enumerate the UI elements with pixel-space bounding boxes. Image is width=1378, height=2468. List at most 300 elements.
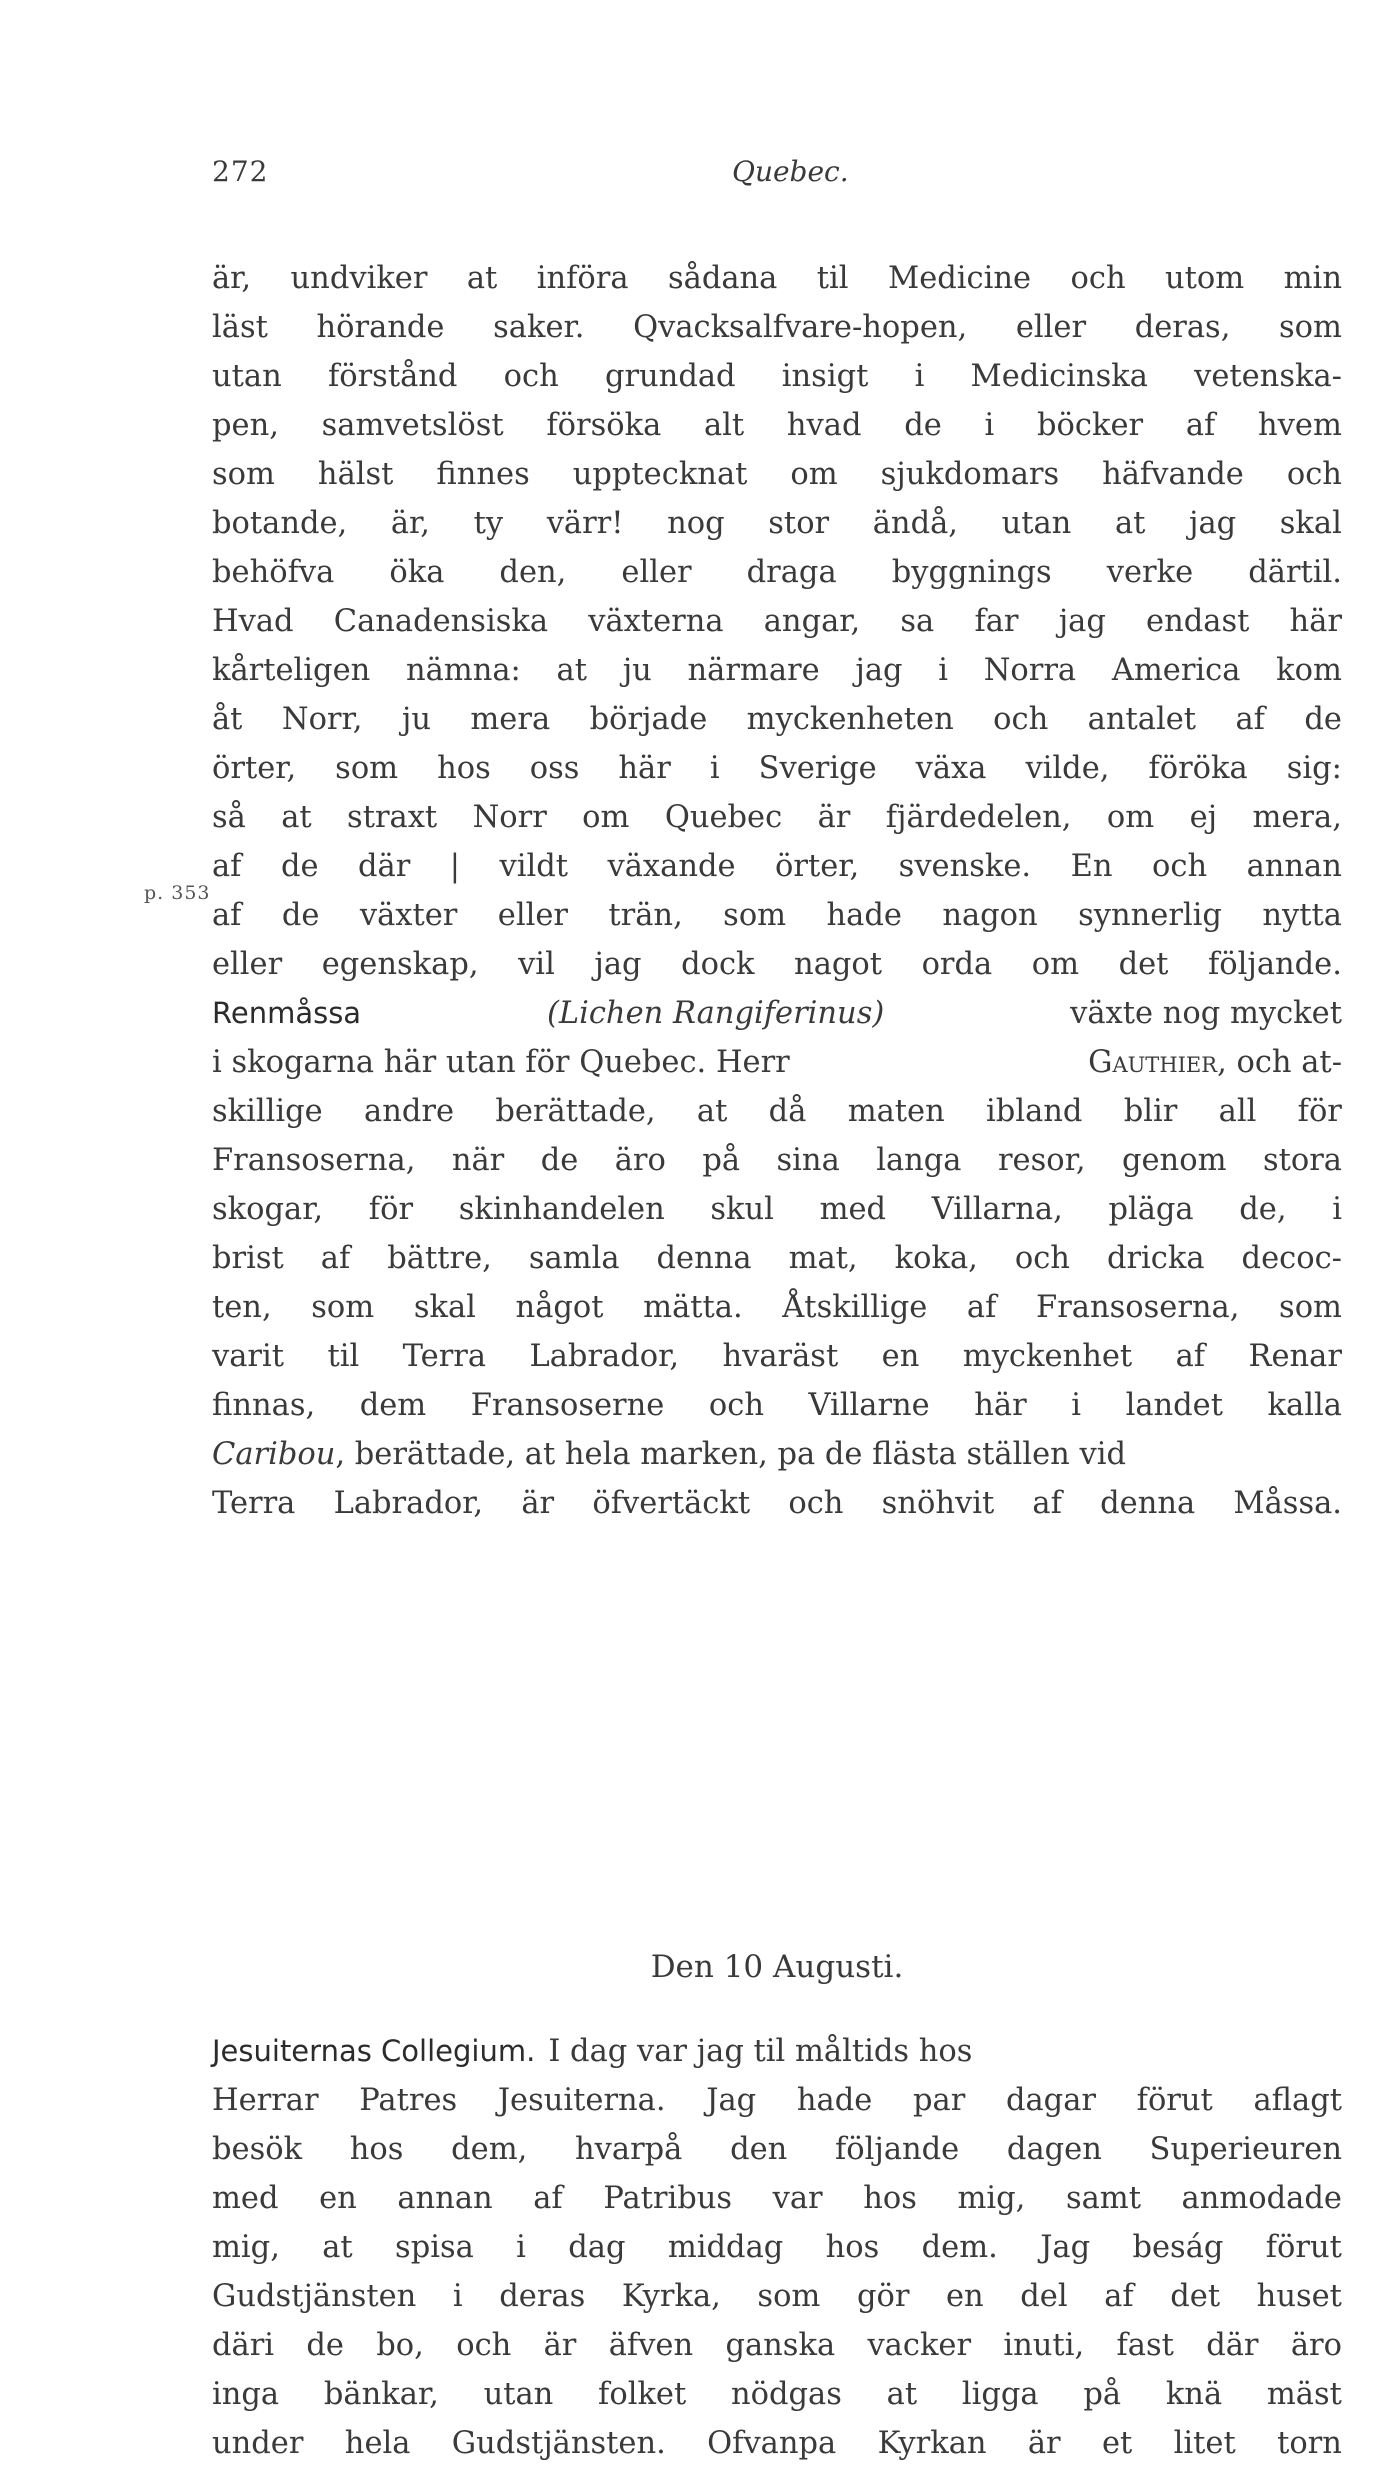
word: skillige	[212, 1094, 323, 1129]
body-text	[212, 254, 1342, 2461]
word: Patres	[359, 2083, 458, 2118]
word: eller	[621, 555, 692, 590]
text-line	[212, 1234, 1342, 1283]
word: är	[543, 2328, 577, 2363]
word: i	[914, 359, 925, 394]
word: fast	[1116, 2328, 1174, 2363]
word: den	[730, 2132, 788, 2167]
word: på	[702, 1143, 741, 1178]
word: af	[212, 898, 242, 933]
word: snöhvit	[881, 1486, 995, 1521]
word: Fransoserna,	[1036, 1290, 1240, 1325]
word: däri	[212, 2328, 275, 2363]
word: hvad	[786, 408, 862, 443]
word: äfven	[608, 2328, 694, 2363]
text-line	[212, 646, 1342, 695]
word: aflagt	[1253, 2083, 1342, 2118]
word: om	[582, 800, 630, 835]
word: eller	[497, 898, 568, 933]
word: synnerlig	[1078, 898, 1222, 933]
word: all	[1218, 1094, 1257, 1129]
word: är,	[390, 506, 430, 541]
text-line	[212, 450, 1342, 499]
word: hörande	[316, 310, 445, 345]
word: |	[449, 849, 461, 884]
word: middag	[667, 2230, 784, 2265]
word: som	[212, 457, 275, 492]
text-line	[212, 2419, 1342, 2468]
word: at	[696, 1094, 728, 1129]
word: närmare	[687, 653, 820, 688]
word: far	[974, 604, 1019, 639]
word: Norra	[983, 653, 1077, 688]
jesuit-section	[212, 2027, 1342, 2468]
word: för	[368, 1192, 414, 1227]
word: decoc-	[1241, 1241, 1342, 1276]
text-line	[212, 940, 1342, 989]
text-line	[212, 352, 1342, 401]
word: som	[1279, 1290, 1342, 1325]
word: et	[1101, 2426, 1133, 2461]
word: förut	[1265, 2230, 1342, 2265]
word: pen,	[212, 408, 279, 443]
text-line	[212, 254, 1342, 303]
word: är	[817, 800, 851, 835]
word: antalet	[1087, 702, 1197, 737]
word: finnes	[436, 457, 530, 492]
word: upptecknat	[572, 457, 748, 492]
word: växterna	[588, 604, 724, 639]
text-fragment: i skogarna här utan för Quebec. Herr	[212, 1045, 790, 1080]
word: maten	[847, 1094, 945, 1129]
word: insigt	[781, 359, 869, 394]
word: i	[709, 751, 720, 786]
word: utan	[1001, 506, 1072, 541]
word: Quebec	[664, 800, 783, 835]
word: denna	[1100, 1486, 1196, 1521]
word: brist	[212, 1241, 284, 1276]
word: hos	[437, 751, 491, 786]
text-line	[212, 1332, 1342, 1381]
page-number: 272	[212, 155, 269, 188]
word: mätta.	[643, 1290, 743, 1325]
word: Sverige	[758, 751, 877, 786]
word: Gudstjänsten	[212, 2279, 417, 2314]
word: kom	[1276, 653, 1342, 688]
word: hos	[863, 2181, 917, 2216]
word: af	[1032, 1486, 1062, 1521]
word: koka,	[894, 1241, 978, 1276]
word: par	[912, 2083, 966, 2118]
word: när	[451, 1143, 505, 1178]
word: Fransoserna,	[212, 1143, 416, 1178]
word: de	[540, 1143, 579, 1178]
word: orda	[921, 947, 993, 982]
word: genom	[1121, 1143, 1227, 1178]
word: Ofvanpa	[707, 2426, 837, 2461]
word: hos	[825, 2230, 880, 2265]
word: dem	[359, 1388, 427, 1423]
word: byggnings	[891, 555, 1052, 590]
word: då	[768, 1094, 807, 1129]
word: ty	[473, 506, 504, 541]
word: min	[1283, 261, 1342, 296]
word: utan	[483, 2377, 554, 2412]
word: i	[984, 408, 995, 443]
word: vildt	[499, 849, 569, 884]
text-line	[212, 891, 1342, 940]
word: kårteligen	[212, 653, 371, 688]
word: och	[456, 2328, 512, 2363]
word: skogar,	[212, 1192, 324, 1227]
word: straxt	[347, 800, 438, 835]
word: af	[533, 2181, 563, 2216]
word: af	[966, 1290, 997, 1325]
word: af	[1104, 2279, 1134, 2314]
word: öka	[389, 555, 445, 590]
word: torn	[1277, 2426, 1342, 2461]
word: samvetslöst	[321, 408, 504, 443]
word: ändå,	[872, 506, 958, 541]
word: Norr	[472, 800, 547, 835]
word: och	[1152, 849, 1208, 884]
word: Herrar	[212, 2083, 319, 2118]
word: beság	[1132, 2230, 1224, 2265]
word: det	[1170, 2279, 1221, 2314]
word: en	[319, 2181, 357, 2216]
word: stora	[1262, 1143, 1342, 1178]
word: jag	[1058, 604, 1106, 639]
word: ibland	[986, 1094, 1083, 1129]
word: America	[1111, 653, 1241, 688]
word: Kyrkan	[877, 2426, 987, 2461]
word: och	[788, 1486, 844, 1521]
word: och	[1014, 1241, 1070, 1276]
word: värr!	[546, 506, 624, 541]
word: hvaräst	[722, 1339, 839, 1374]
word: mat,	[788, 1241, 858, 1276]
word: införa	[536, 261, 629, 296]
word: öfvertäckt	[592, 1486, 751, 1521]
person-name: Gauthier	[1088, 1045, 1218, 1080]
word: samt	[1065, 2181, 1141, 2216]
word: samla	[528, 1241, 620, 1276]
word: Måssa.	[1233, 1486, 1342, 1521]
caribou-term: Caribou	[212, 1437, 336, 1472]
word: ten,	[212, 1290, 272, 1325]
word: Åtskillige	[782, 1290, 928, 1325]
word: växter	[359, 898, 458, 933]
word: vacker	[867, 2328, 972, 2363]
word: hela	[344, 2426, 411, 2461]
text-line	[212, 2223, 1342, 2272]
text-line	[212, 2076, 1342, 2125]
word: de	[1304, 702, 1342, 737]
latin-name: (Lichen Rangiferinus)	[546, 996, 885, 1031]
word: de,	[1239, 1192, 1287, 1227]
margin-page-reference: p. 353	[144, 882, 211, 904]
word: bättre,	[387, 1241, 492, 1276]
word: en	[881, 1339, 920, 1374]
word: at	[886, 2377, 918, 2412]
word: i	[452, 2279, 463, 2314]
text-line	[212, 1381, 1342, 1430]
word: del	[1020, 2279, 1068, 2314]
word: och	[708, 1388, 764, 1423]
word: om	[1106, 800, 1155, 835]
text-fragment: I dag var jag til måltids hos	[548, 2034, 973, 2069]
word: dagen	[1006, 2132, 1102, 2167]
word: grundad	[604, 359, 736, 394]
word: stor	[768, 506, 830, 541]
word: följande.	[1207, 947, 1342, 982]
word: til	[816, 261, 849, 296]
word: för	[1297, 1094, 1342, 1129]
word: inuti,	[1003, 2328, 1085, 2363]
word: ju	[622, 653, 652, 688]
word: pläga	[1108, 1192, 1194, 1227]
word: därtil.	[1248, 555, 1342, 590]
word: verke	[1106, 555, 1194, 590]
word: hade	[796, 2083, 873, 2118]
word: är	[521, 1486, 555, 1521]
word: här	[1289, 604, 1342, 639]
word: En	[1070, 849, 1113, 884]
word: Fransoserne	[470, 1388, 665, 1423]
word: knä	[1165, 2377, 1223, 2412]
word: berättade,	[495, 1094, 656, 1129]
text-line	[212, 1185, 1342, 1234]
word: deras,	[1134, 310, 1231, 345]
word: mäst	[1266, 2377, 1342, 2412]
word: folket	[598, 2377, 687, 2412]
word: bo,	[376, 2328, 424, 2363]
word: böcker	[1037, 408, 1144, 443]
word: nämna:	[405, 653, 521, 688]
word: skal	[1279, 506, 1342, 541]
word: Medicinska	[970, 359, 1148, 394]
word: Canadensiska	[333, 604, 549, 639]
word: svenske.	[898, 849, 1032, 884]
word: jag	[594, 947, 642, 982]
text-line	[212, 1136, 1342, 1185]
word: det	[1118, 947, 1169, 982]
word: jag	[855, 653, 903, 688]
word: en	[945, 2279, 984, 2314]
word: bänkar,	[323, 2377, 439, 2412]
word: något	[515, 1290, 604, 1325]
word: sina	[776, 1143, 840, 1178]
word: at	[322, 2230, 353, 2265]
word: mig,	[212, 2230, 280, 2265]
word: langa	[876, 1143, 962, 1178]
word: dricka	[1106, 1241, 1205, 1276]
word: äro	[614, 1143, 666, 1178]
word: draga	[746, 555, 837, 590]
word: där	[1206, 2328, 1259, 2363]
word: började	[589, 702, 708, 737]
word: af	[1175, 1339, 1206, 1374]
text-line	[212, 401, 1342, 450]
word: sig:	[1286, 751, 1342, 786]
word: var	[772, 2181, 823, 2216]
word: Norr,	[281, 702, 363, 737]
word: växa	[915, 751, 987, 786]
text-line	[212, 744, 1342, 793]
word: den,	[499, 555, 567, 590]
text-line	[212, 2174, 1342, 2223]
word: som	[311, 1290, 375, 1325]
word: nytta	[1262, 898, 1342, 933]
word: mig,	[957, 2181, 1026, 2216]
word: af	[1235, 702, 1265, 737]
text-line	[212, 1479, 1342, 1528]
word: fjärdedelen,	[885, 800, 1072, 835]
word: läst	[212, 310, 268, 345]
word: på	[1083, 2377, 1122, 2412]
word: resor,	[997, 1143, 1086, 1178]
word: som	[723, 898, 787, 933]
word: til	[327, 1339, 360, 1374]
word: Kyrka,	[621, 2279, 721, 2314]
word: dagar	[1005, 2083, 1096, 2118]
text-line	[212, 1283, 1342, 1332]
word: anmodade	[1181, 2181, 1342, 2216]
running-title: Quebec.	[732, 155, 849, 188]
word: Superieuren	[1149, 2132, 1342, 2167]
word: Jag	[706, 2083, 757, 2118]
word: om	[1031, 947, 1080, 982]
text-line	[212, 1038, 1342, 1087]
word: alt	[703, 408, 745, 443]
sidenote-jesuiternas-collegium: Jesuiternas Collegium.	[212, 2034, 536, 2068]
word: saker.	[493, 310, 585, 345]
word: besök	[212, 2132, 303, 2167]
word: föröka	[1148, 751, 1248, 786]
word: af	[212, 849, 242, 884]
word: oss	[529, 751, 580, 786]
word: mera,	[1252, 800, 1342, 835]
word: under	[212, 2426, 304, 2461]
word: häfvande	[1102, 457, 1244, 492]
word: där	[358, 849, 411, 884]
word: nagon	[942, 898, 1038, 933]
word: varit	[212, 1339, 285, 1374]
word: annan	[1246, 849, 1342, 884]
text-line	[212, 793, 1342, 842]
word: nagot	[794, 947, 883, 982]
word: litet	[1173, 2426, 1236, 2461]
word: som	[1279, 310, 1342, 345]
text-line	[212, 842, 1342, 891]
word: egenskap,	[321, 947, 479, 982]
text-line	[212, 303, 1342, 352]
word: sa	[900, 604, 935, 639]
word: mera	[470, 702, 551, 737]
word: botande,	[212, 506, 348, 541]
word: myckenheten	[746, 702, 954, 737]
word: Terra	[212, 1486, 296, 1521]
word: huset	[1256, 2279, 1342, 2314]
word: åt	[212, 702, 243, 737]
word: och	[1286, 457, 1342, 492]
word: Patribus	[603, 2181, 733, 2216]
word: dag	[568, 2230, 626, 2265]
word: Hvad	[212, 604, 294, 639]
word: ju	[401, 702, 431, 737]
word: här	[618, 751, 671, 786]
date-heading: Den 10 Augusti.	[650, 1949, 904, 1985]
word: Terra	[402, 1339, 487, 1374]
word: nödgas	[731, 2377, 842, 2412]
word: utom	[1165, 261, 1245, 296]
text-line	[212, 2027, 1342, 2076]
word: försöka	[546, 408, 662, 443]
word: deras	[499, 2279, 586, 2314]
word: eller	[212, 947, 283, 982]
word: ligga	[961, 2377, 1039, 2412]
text-line	[212, 1430, 1342, 1479]
word: Medicine	[888, 261, 1032, 296]
word: förut	[1136, 2083, 1213, 2118]
word: Jag	[1040, 2230, 1091, 2265]
text-line	[212, 2125, 1342, 2174]
word: i	[1332, 1192, 1342, 1227]
word: som	[335, 751, 399, 786]
word: så	[212, 800, 246, 835]
text-line	[212, 548, 1342, 597]
word: sådana	[668, 261, 778, 296]
word: af	[1185, 408, 1216, 443]
word: gör	[856, 2279, 910, 2314]
word: annan	[397, 2181, 493, 2216]
word: trän,	[608, 898, 683, 933]
word: med	[212, 2181, 279, 2216]
word: äro	[1290, 2328, 1342, 2363]
word: örter,	[775, 849, 860, 884]
word: Renar	[1248, 1339, 1342, 1374]
word: hvarpå	[575, 2132, 683, 2167]
word: at	[1114, 506, 1146, 541]
word: är,	[212, 261, 252, 296]
word: hälst	[317, 457, 394, 492]
word: finnas,	[212, 1388, 316, 1423]
word: nog	[667, 506, 725, 541]
word: at	[466, 261, 498, 296]
word: Labrador,	[333, 1486, 484, 1521]
word: och	[503, 359, 559, 394]
word: skal	[413, 1290, 476, 1325]
word: andre	[364, 1094, 455, 1129]
word: i	[516, 2230, 526, 2265]
word: dock	[681, 947, 755, 982]
text-line	[212, 597, 1342, 646]
word: är	[1027, 2426, 1061, 2461]
word: örter,	[212, 751, 297, 786]
word: spisa	[395, 2230, 474, 2265]
word: behöfva	[212, 555, 335, 590]
word: Gudstjänsten.	[451, 2426, 666, 2461]
word: som	[757, 2279, 821, 2314]
word: de	[280, 849, 319, 884]
text-line	[212, 2321, 1342, 2370]
word: kalla	[1267, 1388, 1342, 1423]
word: blir	[1123, 1094, 1178, 1129]
word: denna	[656, 1241, 752, 1276]
word: skinhandelen	[458, 1192, 665, 1227]
word: angar,	[763, 604, 861, 639]
word: sjukdomars	[880, 457, 1060, 492]
